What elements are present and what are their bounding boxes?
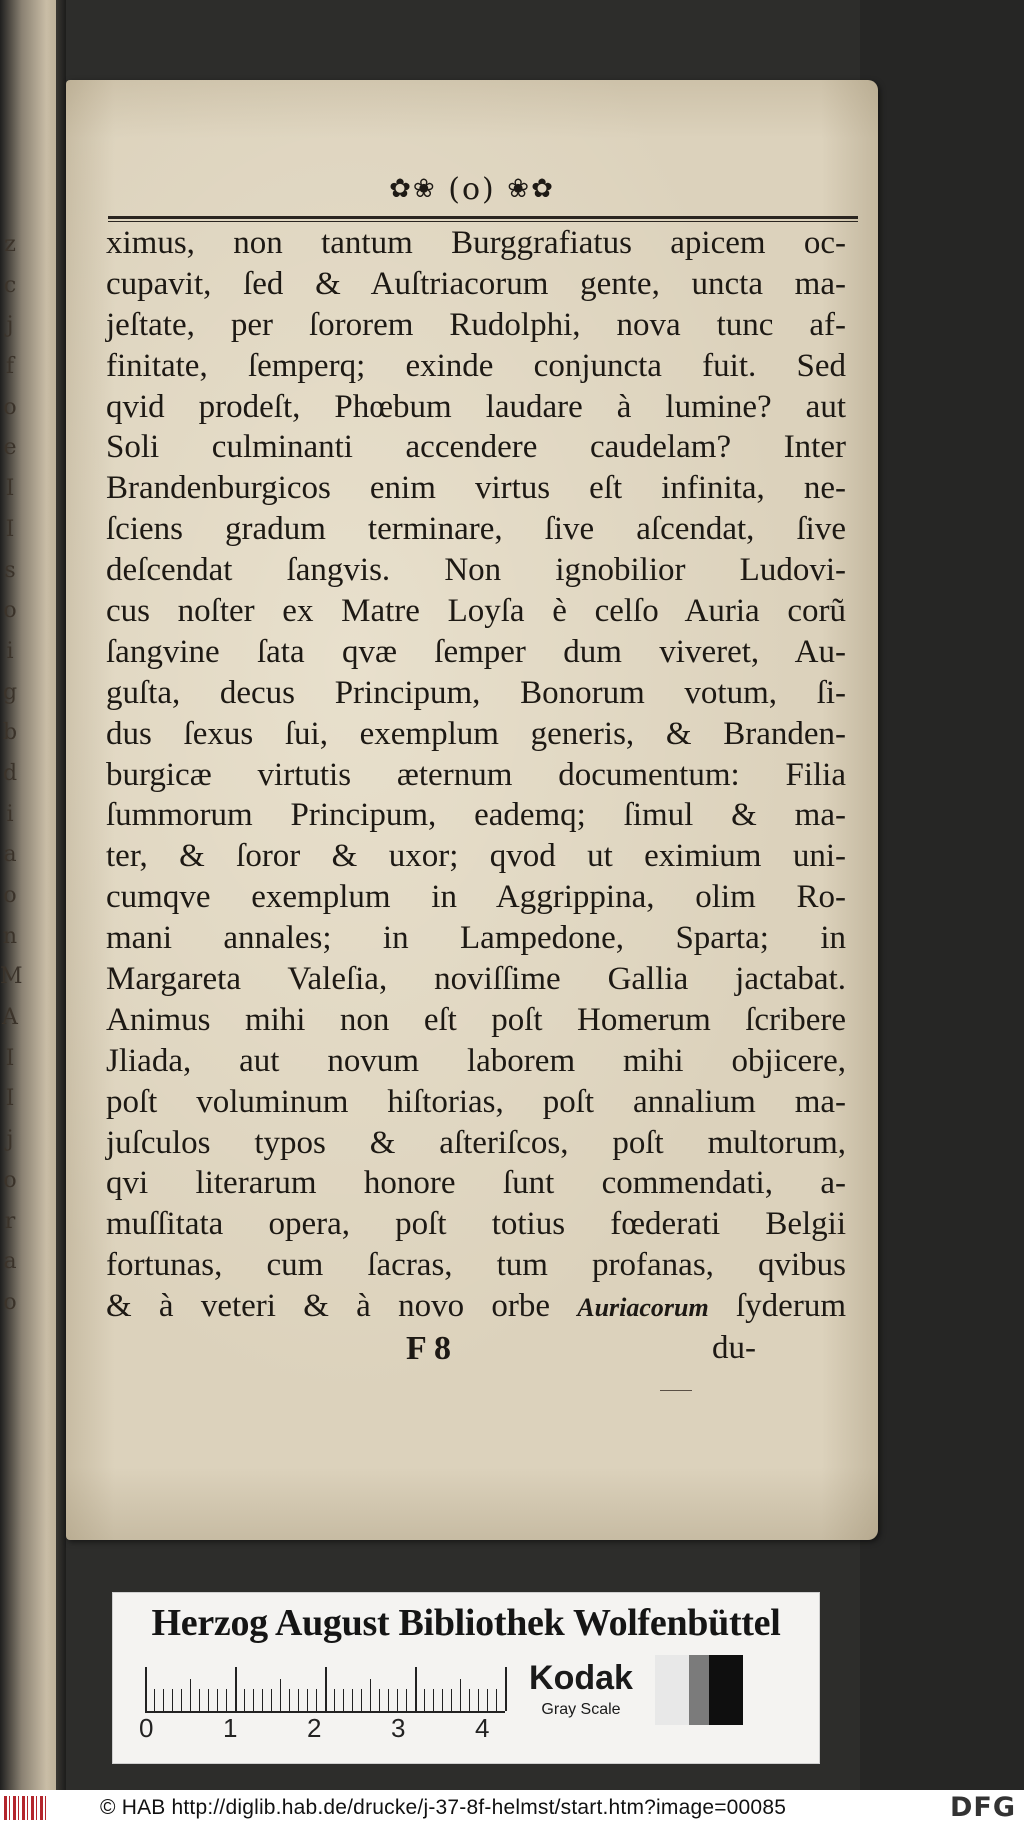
ruler-tick xyxy=(469,1689,470,1711)
left-fleuron-icon: ✿❀ xyxy=(389,174,437,204)
previous-page-gutter-letters xyxy=(0,225,23,1324)
text-line: poſt voluminum hiſtorias, poſt annalium ma- xyxy=(106,1083,846,1120)
gutter-letter: e xyxy=(3,435,17,461)
ruler-tick xyxy=(271,1689,272,1711)
text-line: Margareta Valeſia, noviſſime Gallia jactabat. xyxy=(106,961,846,998)
ruler-tick xyxy=(370,1679,371,1711)
ruler-tick xyxy=(208,1689,209,1711)
ruler-tick xyxy=(478,1689,479,1711)
gutter-letter: g xyxy=(2,679,18,705)
text-line: jeſtate, per ſororem Rudolphi, nova tunc af- xyxy=(106,306,846,343)
header-rule-thin xyxy=(108,221,858,222)
black-patch xyxy=(709,1655,743,1725)
header-rule xyxy=(108,216,858,219)
text-line: Brandenburgicos enim virtus eſt infinita, ne- xyxy=(106,470,846,507)
ruler-tick xyxy=(424,1689,425,1711)
catchword: du- xyxy=(712,1330,756,1366)
copyright-url[interactable]: © HAB http://diglib.hab.de/drucke/j-37-8f-helmst/start.htm?image=00085 xyxy=(100,1796,787,1819)
ruler-tick xyxy=(307,1689,308,1711)
text-line: ſciens gradum terminare, ſive aſcendat, ſive xyxy=(106,511,846,548)
text-line: guſta, decus Principum, Bonorum votum, ſi- xyxy=(106,674,846,711)
text-line: mani annales; in Lampedone, Sparta; in xyxy=(106,920,846,957)
gutter-letter: o xyxy=(3,598,17,624)
ruler-tick xyxy=(415,1667,417,1711)
ruler-tick xyxy=(496,1689,497,1711)
ruler-tick xyxy=(325,1667,327,1711)
ruler-tick xyxy=(262,1689,263,1711)
ruler-tick xyxy=(487,1689,488,1711)
ruler-tick xyxy=(451,1689,452,1711)
text-line: cumqve exemplum in Aggrippina, olim Ro- xyxy=(106,879,846,916)
ruler-tick xyxy=(244,1689,245,1711)
text-fragment: & à veteri & à novo orbe xyxy=(106,1288,578,1325)
ruler-tick xyxy=(154,1689,155,1711)
ruler-tick xyxy=(163,1689,164,1711)
footer-mark xyxy=(660,1390,692,1391)
header-ornament xyxy=(66,172,878,207)
ruler-tick xyxy=(379,1689,380,1711)
dfg-logo: DFG xyxy=(949,1792,1016,1823)
gutter-letter: n xyxy=(2,923,18,949)
gray-scale-label: Gray Scale xyxy=(541,1701,621,1718)
ruler-tick xyxy=(352,1689,353,1711)
gutter-letter: I xyxy=(5,476,15,502)
ruler-tick xyxy=(235,1667,237,1711)
ruler-tick xyxy=(334,1689,335,1711)
right-fleuron-icon: ❀✿ xyxy=(507,174,555,204)
ruler-tick xyxy=(460,1679,461,1711)
ruler-tick xyxy=(145,1667,147,1711)
gutter-letter: I xyxy=(5,1086,15,1112)
ruler-tick xyxy=(289,1689,290,1711)
gray-patch xyxy=(689,1655,709,1725)
text-line: deſcendat ſangvis. Non ignobilior Ludovi- xyxy=(106,552,846,589)
gutter-letter: o xyxy=(3,1289,17,1315)
ruler-tick xyxy=(298,1689,299,1711)
gutter-letter: b xyxy=(2,720,18,746)
gutter-letter: I xyxy=(5,516,15,542)
text-line: Jliada, aut novum laborem mihi objicere, xyxy=(106,1042,846,1079)
text-line: Soli culminanti accendere caudelam? Inter xyxy=(106,429,846,466)
text-line: ximus, non tantum Burggrafiatus apicem oc- xyxy=(106,225,846,261)
ruler-tick xyxy=(433,1689,434,1711)
text-line: cus noſter ex Matre Loyſa è celſo Auria corũ xyxy=(106,593,846,630)
ruler-tick xyxy=(397,1689,398,1711)
text-line: cupavit, ſed & Auſtriacorum gente, uncta ma- xyxy=(106,265,846,302)
ruler-tick xyxy=(316,1689,317,1711)
gutter-letter: a xyxy=(3,842,17,868)
ruler-number: 2 xyxy=(307,1713,322,1743)
ruler-number: 4 xyxy=(475,1713,490,1743)
text-line: qvi literarum honore ſunt commendati, a- xyxy=(106,1165,846,1202)
gutter-letter: d xyxy=(2,760,18,786)
text-line: fortunas, cum ſacras, tum profanas, qvibus xyxy=(106,1247,846,1284)
scanner-background xyxy=(860,0,1024,1790)
library-name: Herzog August Bibliothek Wolfenbüttel xyxy=(151,1602,781,1644)
gutter-letter: I xyxy=(5,1045,15,1071)
ruler-tick xyxy=(217,1689,218,1711)
gutter-letter: i xyxy=(6,801,14,827)
ruler-tick xyxy=(406,1689,407,1711)
gutter-letter: c xyxy=(3,272,17,298)
gutter-letter: A xyxy=(2,1005,18,1031)
white-patch xyxy=(655,1655,689,1725)
color-calibration-strip xyxy=(112,1592,820,1764)
footer-bar xyxy=(0,1790,1024,1827)
italic-name: Auriacorum xyxy=(577,1293,709,1323)
gutter-letter: j xyxy=(6,313,14,339)
ruler-tick xyxy=(190,1679,191,1711)
text-line: ſummorum Principum, eademq; ſimul & ma- xyxy=(106,797,846,834)
text-line: Animus mihi non eſt poſt Homerum ſcribere xyxy=(106,1001,846,1038)
text-line xyxy=(106,1286,846,1327)
gutter-letter: f xyxy=(5,354,15,380)
text-line: qvid prodeſt, Phœbum laudare à lumine? aut xyxy=(106,388,846,425)
signature-mark: F 8 xyxy=(406,1330,452,1367)
text-line: dus ſexus ſui, exemplum generis, & Branden- xyxy=(106,715,846,752)
text-line: ſangvine ſata qvæ ſemper dum viveret, Au- xyxy=(106,633,846,670)
ruler-tick xyxy=(442,1689,443,1711)
ruler-tick xyxy=(253,1689,254,1711)
gutter-letter: j xyxy=(6,1127,14,1153)
gutter-letter: o xyxy=(3,883,17,908)
gutter-letter: i xyxy=(6,638,14,664)
text-line: juſculos typos & aſteriſcos, poſt multorum, xyxy=(106,1124,846,1161)
ruler-number: 1 xyxy=(223,1713,238,1743)
page-gutter-shadow xyxy=(56,0,66,1790)
book-page xyxy=(66,80,878,1540)
ruler-tick xyxy=(505,1667,507,1711)
gutter-letter: s xyxy=(4,557,16,583)
text-line: muſſitata opera, poſt totius fœderati Belgii xyxy=(106,1206,846,1243)
gutter-letter: r xyxy=(4,1208,16,1234)
text-line: burgicæ virtutis æternum documentum: Filia xyxy=(106,756,846,793)
ruler-tick xyxy=(226,1689,227,1711)
ruler-tick xyxy=(361,1689,362,1711)
kodak-brand: Kodak xyxy=(529,1659,633,1697)
ornament-text: (o) xyxy=(448,172,496,207)
ruler-number: 0 xyxy=(139,1713,154,1743)
body-text xyxy=(106,223,846,1327)
ruler-tick xyxy=(343,1689,344,1711)
gutter-letter: M xyxy=(0,964,23,990)
ruler-tick xyxy=(199,1689,200,1711)
gutter-letter: o xyxy=(3,394,17,420)
ruler-number: 3 xyxy=(391,1713,406,1743)
ruler-tick xyxy=(388,1689,389,1711)
text-line: finitate, ſemperq; exinde conjuncta fuit. Sed xyxy=(106,347,846,384)
gutter-letter: o xyxy=(3,1167,17,1193)
measurement-ruler xyxy=(145,1661,505,1713)
ruler-tick xyxy=(181,1689,182,1711)
text-fragment: ſyderum xyxy=(708,1288,846,1325)
ruler-tick xyxy=(172,1689,173,1711)
text-line: ter, & ſoror & uxor; qvod ut eximium uni- xyxy=(106,838,846,875)
gutter-letter: z xyxy=(4,232,16,257)
ruler-tick xyxy=(280,1679,281,1711)
gutter-letter: a xyxy=(3,1249,17,1275)
hab-logo-icon xyxy=(4,1796,48,1820)
